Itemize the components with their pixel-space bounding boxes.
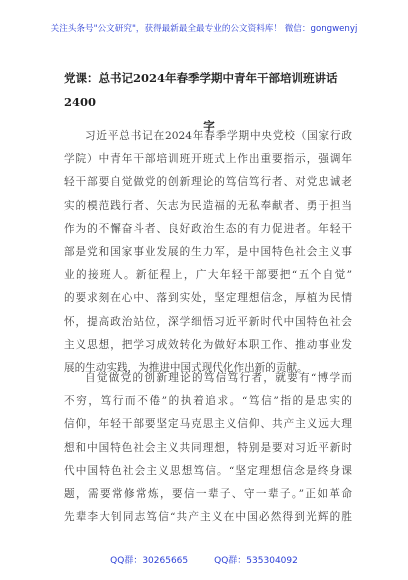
paragraph-line: 主义思想，把学习成效转化为做好本职工作、推动事业发: [64, 338, 352, 351]
paragraph-line: 代中国特色社会主义思想笃信。“坚定理想信念是终身课: [64, 464, 352, 477]
paragraph-line: 习近平总书记在2024年春季学期中央党校（国家行政: [85, 130, 352, 142]
paragraph-line: 实的模范践行者、矢志为民造福的无私奉献者、勇于担当: [64, 199, 352, 212]
paragraph-line: 展的生动实践，为推进中国式现代化作出新的贡献。: [64, 362, 308, 375]
paragraph-line: 学院）中青年干部培训班开班式上作出重要指示，强调年: [64, 153, 352, 166]
paragraph-line: 轻干部要自觉做党的创新理论的笃信笃行者、对党忠诚老: [64, 176, 352, 189]
paragraph-2: [64, 367, 352, 529]
paragraph-line: 怀，提高政治站位，深学细悟习近平新时代中国特色社会: [64, 315, 352, 328]
paragraph-line: 自觉做党的创新理论的笃信笃行者，就要有“博学而: [85, 372, 352, 384]
title-line-1: 党课：总书记2024年春季学期中青年干部培训班讲话2400: [64, 71, 338, 109]
paragraph-line: 的要求刻在心中、落到实处，坚定理想信念，厚植为民情: [64, 292, 352, 305]
title-line-2: 字: [203, 119, 215, 133]
paragraph-line: 作为的不懈奋斗者、良好政治生态的有力促进者。年轻干: [64, 222, 352, 235]
paragraph-line: 信仰，年轻干部要坚定马克思主义信仰、共产主义远大理: [64, 418, 352, 431]
footer-contacts: [0, 553, 408, 566]
paragraph-line: 题，需要常修常炼，要信一辈子、守一辈子。”正如革命: [64, 488, 352, 501]
footer-qq-group-2: QQ群：535304092: [214, 556, 298, 566]
paragraph-line: 想和中国特色社会主义共同理想，特别是要对习近平新时: [64, 441, 352, 454]
paragraph-line: 业的接班人。新征程上，广大年轻干部要把“五个自觉”: [64, 269, 352, 282]
paragraph-1: [64, 125, 352, 380]
footer-qq-group-1: QQ群：30265665: [110, 556, 189, 566]
paragraph-line: 不穷，笃行而不倦”的执着追求。“笃信”指的是忠实的: [64, 395, 352, 408]
paragraph-line: 先辈李大钊同志笃信“共产主义在中国必然得到光辉的胜: [64, 511, 352, 524]
paragraph-line: 部是党和国家事业发展的生力军，是中国特色社会主义事: [64, 246, 352, 259]
header-banner: 关注头条号"公文研究"，获得最新最全最专业的公文资料库！ 微信：gongwenyj: [50, 24, 358, 34]
